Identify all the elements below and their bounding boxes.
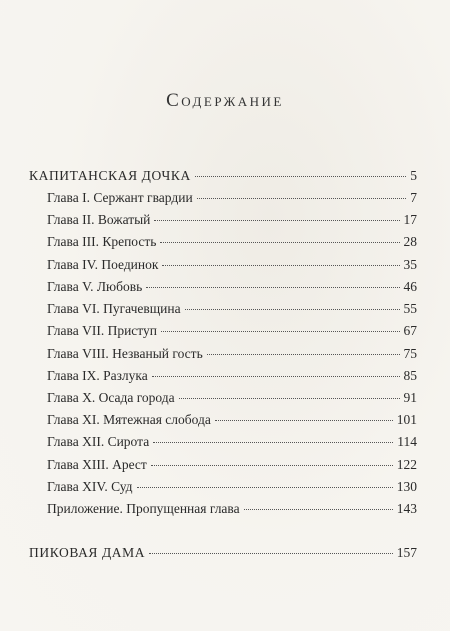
- toc-page-number: 143: [396, 501, 417, 516]
- toc-entry-label: Глава IV. Поединок: [47, 257, 159, 272]
- toc-entry-label: Глава II. Вожатый: [47, 212, 151, 227]
- toc-page-number: 122: [396, 457, 417, 472]
- dot-leader: [154, 220, 399, 221]
- toc-entry-label: Глава I. Сержант гвардии: [47, 190, 193, 205]
- toc-entry-label: Глава XI. Мятежная слобода: [47, 412, 211, 427]
- toc-page-number: 5: [410, 168, 417, 183]
- toc-entry-label: Глава IX. Разлука: [47, 368, 148, 383]
- toc-entry[interactable]: [47, 455, 417, 475]
- toc-section-title: ПИКОВАЯ ДАМА: [29, 545, 146, 560]
- toc-entry-label: Приложение. Пропущенная глава: [47, 501, 240, 516]
- toc-page-number: 75: [403, 346, 417, 361]
- dot-leader: [195, 176, 406, 177]
- toc-entry[interactable]: [47, 255, 417, 275]
- dot-leader: [197, 198, 407, 199]
- dot-leader: [207, 354, 400, 355]
- toc-entry[interactable]: [47, 210, 417, 230]
- dot-leader: [137, 487, 393, 488]
- dot-leader: [146, 287, 399, 288]
- toc-page-number: 91: [403, 390, 417, 405]
- toc-page-number: 67: [403, 323, 417, 338]
- toc-section-pikovaya-dama[interactable]: [29, 543, 417, 563]
- dot-leader: [179, 398, 400, 399]
- toc-entry[interactable]: [47, 344, 417, 364]
- dot-leader: [151, 465, 393, 466]
- toc-entry[interactable]: [47, 321, 417, 341]
- toc-entry[interactable]: [47, 366, 417, 386]
- dot-leader: [149, 553, 393, 554]
- toc-entry-label: Глава III. Крепость: [47, 234, 157, 249]
- dot-leader: [161, 331, 400, 332]
- toc-entry[interactable]: [47, 277, 417, 297]
- toc-entry-label: Глава VIII. Незваный гость: [47, 346, 203, 361]
- toc-page-number: 17: [403, 212, 417, 227]
- toc-entry-label: Глава XII. Сирота: [47, 434, 150, 449]
- dot-leader: [152, 376, 400, 377]
- toc-page-number: 157: [396, 545, 417, 560]
- dot-leader: [215, 420, 393, 421]
- toc-section-title: КАПИТАНСКАЯ ДОЧКА: [29, 168, 191, 183]
- toc-page-number: 130: [396, 479, 417, 494]
- toc-page-number: 46: [403, 279, 417, 294]
- dot-leader: [185, 309, 400, 310]
- toc-entry[interactable]: [47, 499, 417, 519]
- toc-entry[interactable]: [47, 410, 417, 430]
- toc-entry[interactable]: [47, 232, 417, 252]
- toc-entry-label: Глава X. Осада города: [47, 390, 175, 405]
- toc-page-number: 28: [403, 234, 417, 249]
- toc-page-number: 101: [396, 412, 417, 427]
- toc-entry[interactable]: [47, 188, 417, 208]
- toc-page-number: 7: [410, 190, 417, 205]
- dot-leader: [153, 442, 393, 443]
- page-title: Содержание: [166, 90, 284, 111]
- toc-entry[interactable]: [47, 432, 417, 452]
- toc-page-number: 35: [403, 257, 417, 272]
- toc-entry-label: Глава V. Любовь: [47, 279, 143, 294]
- toc-entry[interactable]: [47, 299, 417, 319]
- toc-page-number: 114: [397, 434, 417, 449]
- toc-page-number: 55: [403, 301, 417, 316]
- dot-leader: [160, 242, 399, 243]
- toc-entry-label: Глава VI. Пугачевщина: [47, 301, 181, 316]
- toc-entry[interactable]: [47, 477, 417, 497]
- dot-leader: [244, 509, 393, 510]
- toc-entry-label: Глава VII. Приступ: [47, 323, 157, 338]
- dot-leader: [162, 265, 399, 266]
- toc-page-number: 85: [403, 368, 417, 383]
- toc-entry[interactable]: [47, 388, 417, 408]
- toc-section-kapitanskaya-dochka[interactable]: [29, 166, 417, 186]
- toc-entry-label: Глава XIII. Арест: [47, 457, 147, 472]
- toc-entry-label: Глава XIV. Суд: [47, 479, 133, 494]
